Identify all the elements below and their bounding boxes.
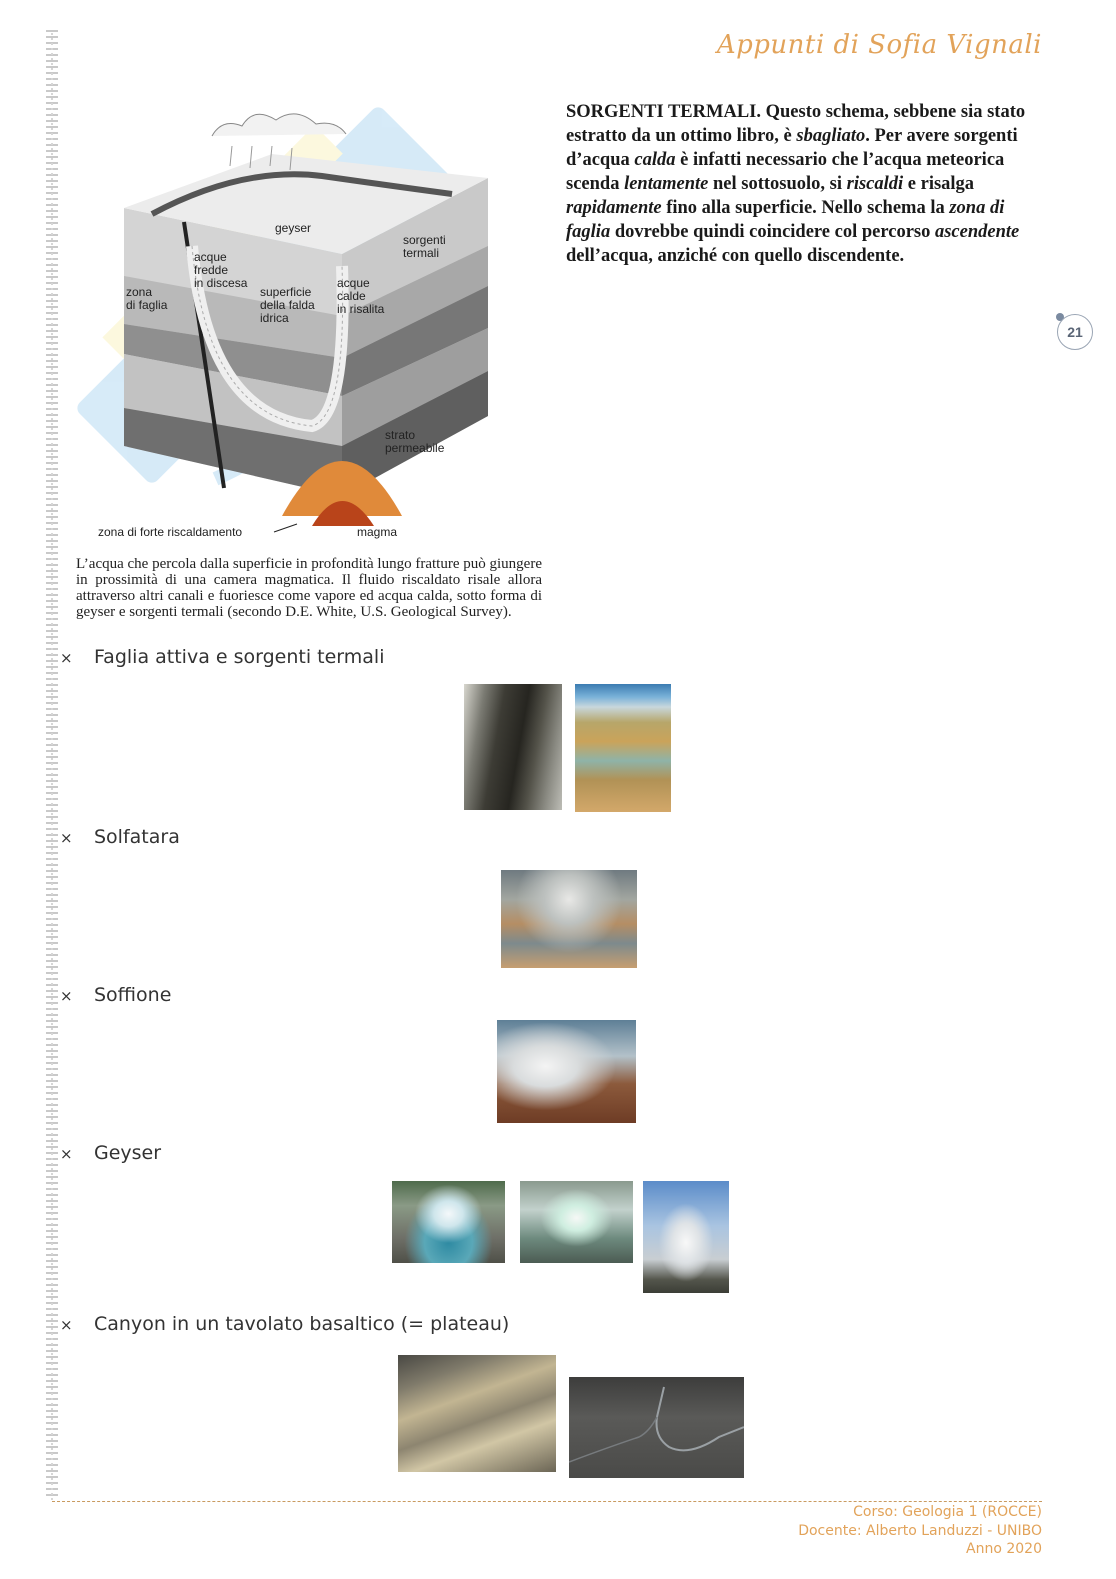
thermal-springs-note: SORGENTI TERMALI. Questo schema, sebbene sia stato estratto da un ottimo libro, è sbagliato. Per avere sorgenti d’acqua calda è infatti necessario che l’acqua meteorica scenda lentamente nel sottosuolo, si riscaldi e risalga rapidamente fino alla superficie. Nello schema la zona di faglia dovrebbe quindi coincidere col percorso ascendente dell’acqua, anziché con quello discendente. <box>566 102 1026 266</box>
bullet-faglia-attiva <box>60 646 385 668</box>
bullet-marker: × <box>60 987 73 1005</box>
label-superficie-3: idrica <box>260 311 289 325</box>
label-acque-fredde-2: fredde <box>194 263 229 277</box>
label-acque-calde-2: calde <box>337 289 366 303</box>
label-strato-1: strato <box>385 428 416 442</box>
bullet-soffione <box>60 984 171 1006</box>
label-sorgenti-2: termali <box>403 246 440 260</box>
bullet-marker: × <box>60 1145 73 1163</box>
photo-geyser-2 <box>520 1181 633 1263</box>
photo-soffione <box>497 1020 636 1123</box>
label-zona-faglia-2: di faglia <box>126 298 168 312</box>
bullet-label: Soffione <box>94 984 172 1006</box>
label-riscaldamento: zona di forte riscaldamento <box>98 525 243 539</box>
note-lead: SORGENTI TERMALI. <box>566 102 761 122</box>
label-magma: magma <box>357 525 398 539</box>
footer-course: Corso: Geologia 1 (ROCCE) <box>853 1504 1042 1520</box>
photo-canyon-2-aerial <box>569 1377 744 1478</box>
bullet-label: Solfatara <box>94 826 180 848</box>
bullet-canyon <box>60 1313 509 1335</box>
label-acque-fredde-3: in discesa <box>194 276 248 290</box>
bullet-label: Geyser <box>94 1142 162 1164</box>
bullet-solfatara <box>60 826 180 848</box>
label-superficie-1: superficie <box>260 285 312 299</box>
label-zona-faglia-1: zona <box>126 285 153 299</box>
bullet-marker: × <box>60 1316 73 1334</box>
footer-year: Anno 2020 <box>966 1541 1042 1557</box>
thermal-springs-diagram <box>92 96 542 544</box>
left-decorative-border <box>46 30 58 1500</box>
bullet-marker: × <box>60 829 73 847</box>
bullet-label: Canyon in un tavolato basaltico (= plateau) <box>94 1313 510 1335</box>
label-acque-calde-1: acque <box>337 276 370 290</box>
photo-thermal-spring <box>575 684 671 812</box>
diagram-caption: L’acqua che percola dalla superficie in profondità lungo fratture può giungere in prossimità di una camera magmatica. Il fluido riscaldato risale allora attraverso altri canali e fuoriesce come vapore ed acqua calda, sotto forma di geyser e sorgenti termali (secondo D.E. White, U.S. Geological Survey). <box>76 556 542 620</box>
photo-solfatara <box>501 870 637 968</box>
label-geyser: geyser <box>275 221 312 235</box>
photo-geyser-3 <box>643 1181 729 1293</box>
page-header-title: Appunti di Sofia Vignali <box>716 30 1042 60</box>
label-acque-fredde-1: acque <box>194 250 227 264</box>
bullet-geyser <box>60 1142 161 1164</box>
page-footer <box>798 1503 1042 1559</box>
bullet-marker: × <box>60 649 73 667</box>
label-acque-calde-3: in risalita <box>337 302 385 316</box>
photo-active-fault <box>464 684 562 810</box>
label-sorgenti-1: sorgenti <box>403 233 446 247</box>
label-strato-2: permeabile <box>385 441 445 455</box>
footer-teacher: Docente: Alberto Landuzzi - UNIBO <box>798 1522 1042 1539</box>
bullet-label: Faglia attiva e sorgenti termali <box>94 646 385 668</box>
page-number-badge: 21 <box>1057 314 1093 350</box>
bottom-divider <box>52 1501 1042 1502</box>
label-superficie-2: della falda <box>260 298 315 312</box>
photo-geyser-1 <box>392 1181 505 1263</box>
photo-canyon-1 <box>398 1355 556 1472</box>
